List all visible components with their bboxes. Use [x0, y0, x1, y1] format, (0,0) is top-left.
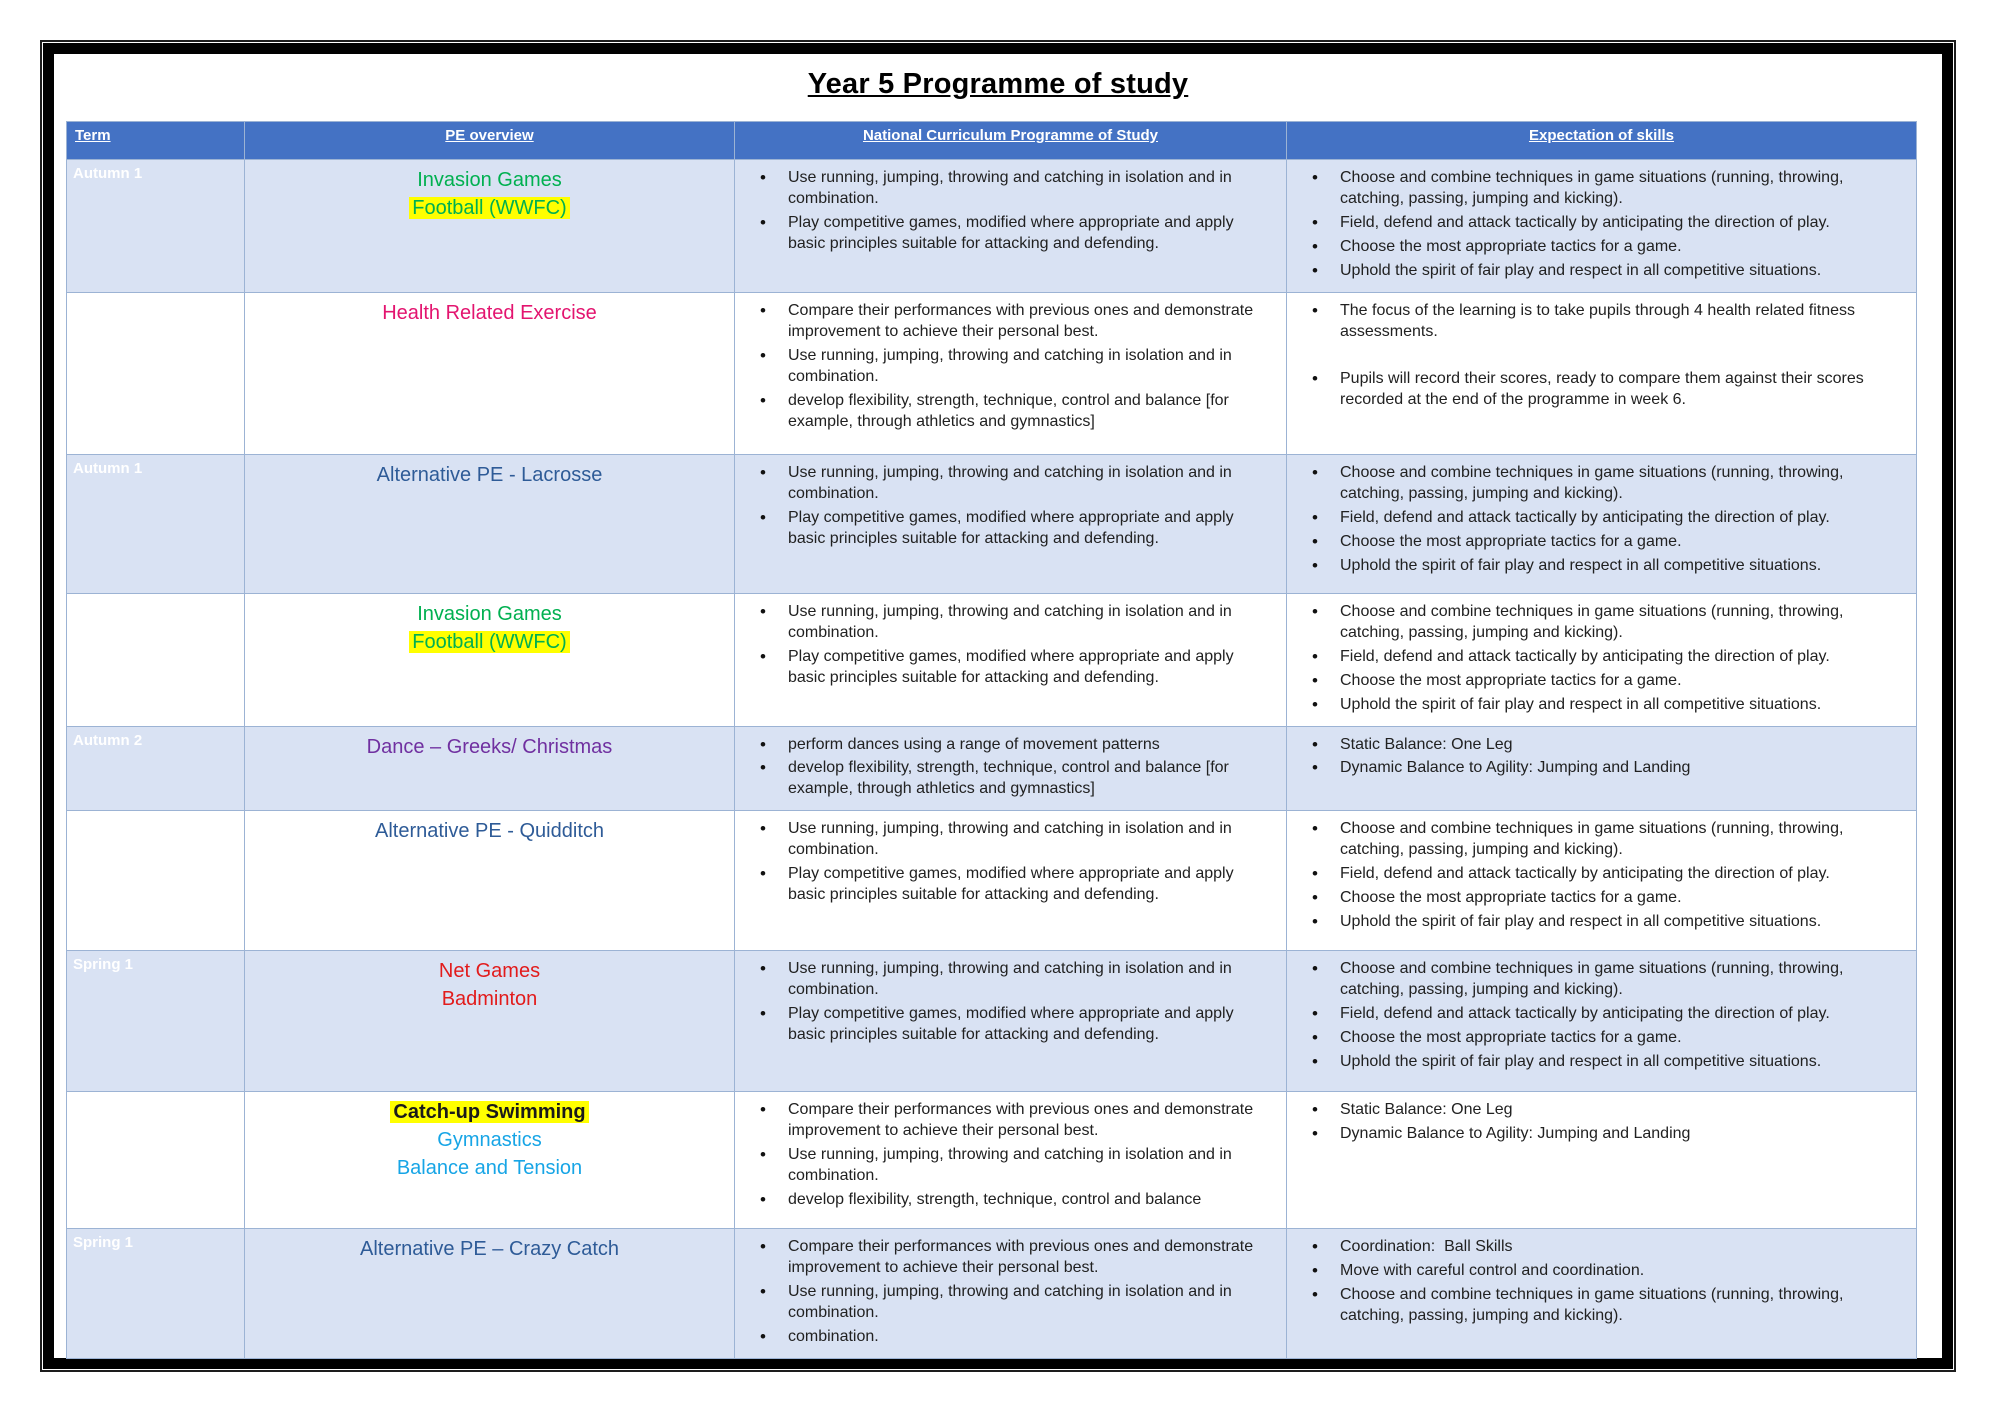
bullet-item: • Coordination: Ball Skills	[1288, 1237, 1899, 1258]
pe-overview-cell	[245, 1229, 735, 1359]
pe-overview-cell	[245, 160, 735, 293]
bullet-item: • Choose the most appropriate tactics for a game.	[1288, 888, 1899, 909]
bullet-item: • Static Balance: One Leg	[1288, 1100, 1899, 1121]
bullet-item: • Dynamic Balance to Agility: Jumping and Landing	[1288, 758, 1899, 779]
bullet-item: • Use running, jumping, throwing and catching in isolation and in combination.	[736, 346, 1269, 388]
bullet-item: • Choose and combine techniques in game situations (running, throwing, catching, passing, jumping and kicking).	[1288, 168, 1899, 210]
curriculum-cell	[735, 811, 1287, 951]
bullet-item: • Uphold the spirit of fair play and respect in all competitive situations.	[1288, 695, 1899, 716]
bullet-item: • Choose the most appropriate tactics for a game.	[1288, 671, 1899, 692]
term-cell	[67, 811, 245, 951]
curriculum-cell-list	[736, 1230, 1285, 1357]
page-title: Year 5 Programme of study	[807, 68, 1189, 100]
table-header	[67, 122, 1917, 160]
curriculum-cell	[735, 1092, 1287, 1229]
overview-title-line	[255, 733, 724, 761]
table-row	[67, 951, 1917, 1092]
overview-title-line	[255, 957, 724, 985]
overview-title-line	[255, 1154, 724, 1182]
overview-title-text: Football (WWFC)	[409, 631, 569, 653]
bullet-item: • Play competitive games, modified where appropriate and apply basic principles suitable for attacking and defending.	[736, 1004, 1269, 1046]
skills-cell	[1287, 726, 1917, 811]
skills-cell-list	[1288, 456, 1915, 586]
bullet-item: • Uphold the spirit of fair play and respect in all competitive situations.	[1288, 261, 1899, 282]
overview-title-line	[255, 985, 724, 1013]
curriculum-cell-list	[736, 812, 1285, 915]
table-body	[67, 160, 1917, 1359]
bullet-item: • Pupils will record their scores, ready to compare them against their scores recorded at the end of the programme in week 6.	[1288, 369, 1899, 411]
bullet-item: • Use running, jumping, throwing and catching in isolation and in combination.	[736, 168, 1269, 210]
skills-cell-list	[1288, 812, 1915, 942]
table-row	[67, 1229, 1917, 1359]
pe-overview-cell	[245, 1092, 735, 1229]
bullet-item: • Choose and combine techniques in game situations (running, throwing, catching, passing, jumping and kicking).	[1288, 602, 1899, 644]
column-header-pe-overview: PE overview	[245, 122, 735, 160]
table-row	[67, 454, 1917, 593]
term-label: Spring 1	[73, 1234, 134, 1252]
pe-overview-cell	[245, 726, 735, 811]
curriculum-cell-list	[736, 456, 1285, 559]
skills-cell-list	[1288, 294, 1915, 420]
skills-cell	[1287, 811, 1917, 951]
curriculum-cell-list	[736, 728, 1285, 810]
skills-cell	[1287, 1229, 1917, 1359]
bullet-item: • Play competitive games, modified where appropriate and apply basic principles suitable for attacking and defending.	[736, 508, 1269, 550]
pe-overview-cell	[245, 593, 735, 726]
pe-overview-cell	[245, 811, 735, 951]
pe-overview-cell	[245, 454, 735, 593]
overview-title-text: Alternative PE - Quidditch	[375, 820, 604, 843]
term-label: Autumn 1	[73, 165, 143, 182]
bullet-item: • Choose and combine techniques in game situations (running, throwing, catching, passing, jumping and kicking).	[1288, 959, 1899, 1001]
pe-overview-cell	[245, 951, 735, 1092]
overview-title-text: Invasion Games	[417, 169, 562, 191]
header-row	[67, 122, 1917, 160]
curriculum-cell	[735, 1229, 1287, 1359]
overview-title-text: Catch-up Swimming	[390, 1101, 588, 1123]
column-header-national-curriculum-programme-of-study: National Curriculum Programme of Study	[735, 122, 1287, 160]
page-border-inner	[43, 43, 1953, 1369]
overview-title-text: Football (WWFC)	[409, 197, 569, 219]
term-cell	[67, 1229, 245, 1359]
term-cell	[67, 1092, 245, 1229]
curriculum-cell-list	[736, 1093, 1285, 1220]
skills-cell	[1287, 593, 1917, 726]
skills-cell	[1287, 951, 1917, 1092]
term-cell	[67, 593, 245, 726]
programme-table	[66, 121, 1917, 1359]
overview-title-line	[255, 817, 724, 845]
skills-cell-list	[1288, 1230, 1915, 1336]
bullet-item: • develop flexibility, strength, technique, control and balance [for example, through athletics and gymnastics]	[736, 391, 1269, 433]
bullet-item: • Uphold the spirit of fair play and respect in all competitive situations.	[1288, 556, 1899, 577]
page-border	[40, 40, 1956, 1372]
curriculum-cell	[735, 593, 1287, 726]
term-cell	[67, 726, 245, 811]
curriculum-cell	[735, 160, 1287, 293]
table-row	[67, 593, 1917, 726]
overview-title-line	[255, 194, 724, 222]
skills-cell-list	[1288, 728, 1915, 789]
skills-cell	[1287, 292, 1917, 454]
overview-title-line	[255, 1235, 724, 1263]
bullet-item: • The focus of the learning is to take pupils through 4 health related fitness assessments.	[1288, 301, 1899, 343]
curriculum-cell-list	[736, 161, 1285, 264]
overview-title-text: Badminton	[441, 988, 538, 1011]
skills-cell	[1287, 1092, 1917, 1229]
bullet-item: • Use running, jumping, throwing and catching in isolation and in combination.	[736, 602, 1269, 644]
skills-cell	[1287, 160, 1917, 293]
overview-title-text: Gymnastics	[437, 1129, 542, 1152]
overview-title-line	[255, 628, 724, 656]
bullet-item: • Choose the most appropriate tactics for a game.	[1288, 1028, 1899, 1049]
term-cell	[67, 292, 245, 454]
table-row	[67, 292, 1917, 454]
bullet-item: • Field, defend and attack tactically by anticipating the direction of play.	[1288, 647, 1899, 668]
overview-title-line	[255, 166, 724, 194]
bullet-item: • combination.	[736, 1327, 1269, 1348]
bullet-item: • Use running, jumping, throwing and catching in isolation and in combination.	[736, 959, 1269, 1001]
term-cell	[67, 160, 245, 293]
bullet-item: • Compare their performances with previous ones and demonstrate improvement to achieve their personal best.	[736, 1237, 1269, 1279]
overview-title-line	[255, 600, 724, 628]
curriculum-cell	[735, 292, 1287, 454]
column-header-expectation-of-skills: Expectation of skills	[1287, 122, 1917, 160]
page-content	[54, 54, 1942, 1358]
curriculum-cell	[735, 951, 1287, 1092]
bullet-item: • Choose the most appropriate tactics for a game.	[1288, 237, 1899, 258]
bullet-item: • perform dances using a range of movement patterns	[736, 735, 1269, 756]
bullet-item: • develop flexibility, strength, technique, control and balance	[736, 1190, 1269, 1211]
skills-cell-list	[1288, 161, 1915, 291]
curriculum-cell	[735, 726, 1287, 811]
overview-title-line	[255, 1126, 724, 1154]
bullet-item: • Uphold the spirit of fair play and respect in all competitive situations.	[1288, 1052, 1899, 1073]
term-label: Spring 1	[73, 956, 134, 974]
bullet-item: • Compare their performances with previous ones and demonstrate improvement to achieve their personal best.	[736, 1100, 1269, 1142]
overview-title-text: Balance and Tension	[396, 1157, 583, 1180]
curriculum-cell-list	[736, 294, 1285, 442]
curriculum-cell-list	[736, 595, 1285, 698]
bullet-item: • Field, defend and attack tactically by anticipating the direction of play.	[1288, 864, 1899, 885]
skills-cell-list	[1288, 952, 1915, 1082]
skills-cell	[1287, 454, 1917, 593]
overview-title-text: Invasion Games	[417, 602, 562, 625]
pe-overview-cell	[245, 292, 735, 454]
bullet-item: • Use running, jumping, throwing and catching in isolation and in combination.	[736, 1282, 1269, 1324]
bullet-item: • develop flexibility, strength, technique, control and balance [for example, through athletics and gymnastics]	[736, 758, 1269, 800]
bullet-item: • Choose and combine techniques in game situations (running, throwing, catching, passing, jumping and kicking).	[1288, 819, 1899, 861]
overview-title-text: Health Related Exercise	[382, 301, 597, 324]
term-cell	[67, 454, 245, 593]
term-cell	[67, 951, 245, 1092]
skills-cell-list	[1288, 595, 1915, 725]
table-row	[67, 1092, 1917, 1229]
overview-title-text: Alternative PE – Crazy Catch	[360, 1238, 619, 1261]
overview-title-line	[255, 1098, 724, 1126]
overview-title-text: Net Games	[438, 960, 541, 983]
bullet-item: • Choose and combine techniques in game situations (running, throwing, catching, passing, jumping and kicking).	[1288, 1285, 1899, 1327]
overview-title-text: Dance – Greeks/ Christmas	[366, 735, 613, 758]
bullet-item: • Field, defend and attack tactically by anticipating the direction of play.	[1288, 213, 1899, 234]
bullet-item: • Use running, jumping, throwing and catching in isolation and in combination.	[736, 819, 1269, 861]
curriculum-cell	[735, 454, 1287, 593]
overview-title-line	[255, 461, 724, 489]
column-header-term: Term	[67, 122, 245, 160]
bullet-item: • Use running, jumping, throwing and catching in isolation and in combination.	[736, 463, 1269, 505]
bullet-item: • Field, defend and attack tactically by anticipating the direction of play.	[1288, 1004, 1899, 1025]
bullet-item: • Compare their performances with previous ones and demonstrate improvement to achieve their personal best.	[736, 301, 1269, 343]
bullet-item: • Choose and combine techniques in game situations (running, throwing, catching, passing, jumping and kicking).	[1288, 463, 1899, 505]
bullet-item: • Static Balance: One Leg	[1288, 735, 1899, 756]
overview-title-text: Alternative PE - Lacrosse	[376, 463, 603, 486]
bullet-item: • Dynamic Balance to Agility: Jumping and Landing	[1288, 1124, 1899, 1145]
bullet-item: • Move with careful control and coordination.	[1288, 1261, 1899, 1282]
table-row	[67, 811, 1917, 951]
bullet-item: • Play competitive games, modified where appropriate and apply basic principles suitable for attacking and defending.	[736, 647, 1269, 689]
bullet-item: • Uphold the spirit of fair play and respect in all competitive situations.	[1288, 912, 1899, 933]
bullet-item: • Play competitive games, modified where appropriate and apply basic principles suitable for attacking and defending.	[736, 864, 1269, 906]
bullet-item: • Choose the most appropriate tactics for a game.	[1288, 532, 1899, 553]
skills-cell-list	[1288, 1093, 1915, 1154]
term-label: Autumn 1	[73, 459, 143, 477]
bullet-item: • Use running, jumping, throwing and catching in isolation and in combination.	[736, 1145, 1269, 1187]
bullet-item: • Play competitive games, modified where appropriate and apply basic principles suitable for attacking and defending.	[736, 213, 1269, 255]
overview-title-line	[255, 299, 724, 327]
bullet-item: • Field, defend and attack tactically by anticipating the direction of play.	[1288, 508, 1899, 529]
table-row	[67, 726, 1917, 811]
term-label: Autumn 2	[73, 731, 143, 749]
curriculum-cell-list	[736, 952, 1285, 1055]
table-row	[67, 160, 1917, 293]
